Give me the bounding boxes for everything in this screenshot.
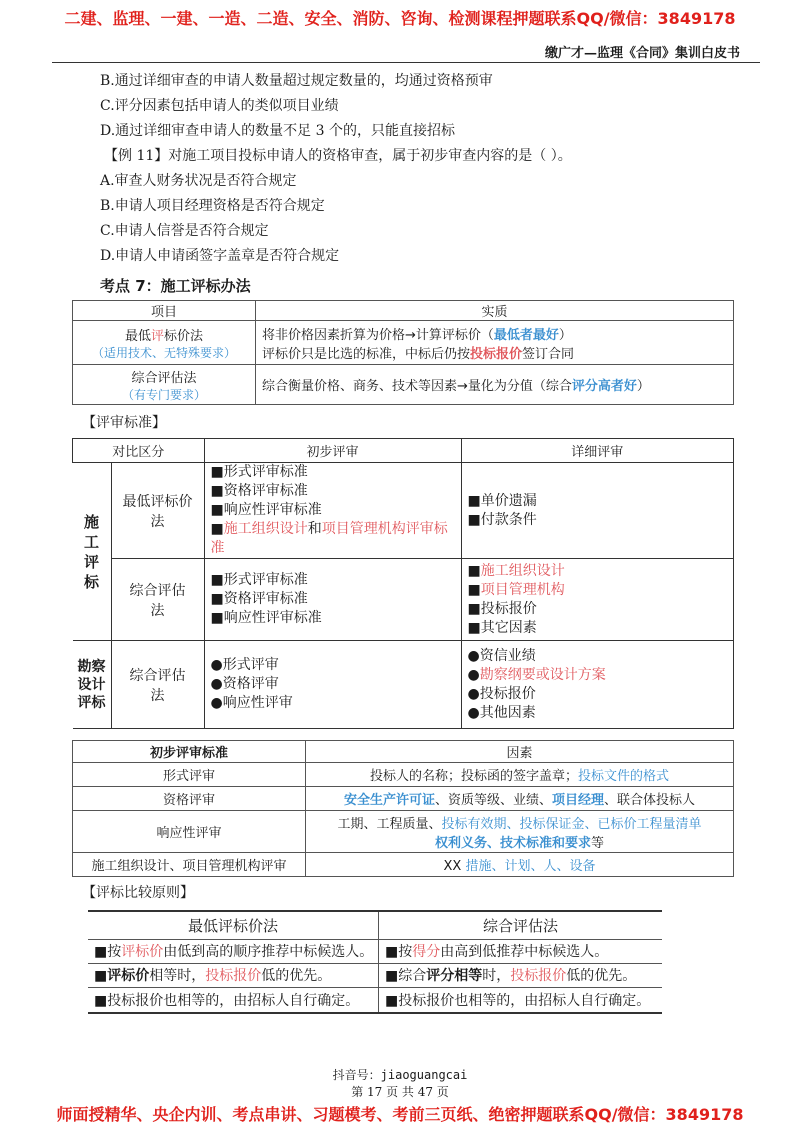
compare-prelim-1: ■形式评审标准 ■资格评审标准 ■响应性评审标准 ■施工组织设计和项目管理机构评审标准	[204, 463, 461, 559]
prelim1-item4mid: 和	[307, 521, 322, 537]
lowest-desc-1a: 将非价格因素折算为价格→计算评标价（	[262, 327, 494, 343]
compare-prelim-2: ■形式评审标准 ■资格评审标准 ■响应性评审标准	[204, 559, 461, 641]
compare-table	[72, 438, 734, 729]
prelim-row-org: 施工组织设计、项目管理机构评审	[73, 853, 306, 877]
top-banner: 二建、监理、一建、一造、二造、安全、消防、咨询、检测课程押题联系QQ/微信：3849178	[64, 9, 736, 28]
prelim-row-form: 形式评审	[73, 763, 306, 787]
prelim1-item1: 形式评审标准	[223, 464, 308, 480]
lowest-desc-2b: 签订合同	[522, 346, 575, 362]
section-title: 考点 7：施工评标办法	[100, 277, 251, 295]
bottom-banner: 师面授精华、央企内训、考点串讲、习题模考、考前三页纸、绝密押题联系QQ/微信：3849178	[56, 1105, 744, 1124]
prelim-row-org-factors	[306, 853, 734, 877]
detail3-item2: 勘察纲要或设计方案	[479, 666, 606, 683]
qual-hl2: 项目经理	[552, 793, 605, 808]
method-name-a: 最低	[124, 328, 151, 344]
review-standard-title: 【评审标准】	[82, 415, 166, 431]
method-header-essence: 实质	[256, 301, 734, 321]
method-lowest-scope: （适用技术、无特殊要求）	[91, 345, 236, 360]
lowest-desc-1hl: 最低者最好	[493, 327, 559, 343]
prelim1-item2: 资格评审标准	[223, 483, 308, 499]
prelim-row-qual: 资格评审	[73, 787, 306, 811]
detail3-item3: 投标报价	[479, 685, 536, 702]
prelim-table	[72, 740, 734, 877]
example-question: 【例 11】对施工项目投标申请人的资格审查，属于初步审查内容的是（ ）。	[104, 148, 572, 164]
compare-detail-1: ■单价遗漏 ■付款条件	[461, 463, 734, 559]
org-hl: 措施、计划、人、设备	[465, 859, 596, 874]
example-option-c: C.申请人信誉是否符合规定	[100, 223, 269, 239]
principle-left-3: ■投标报价也相等的，由招标人自行确定。	[88, 987, 379, 1013]
compare-header-a: 对比区分	[73, 439, 205, 463]
compare-header-detail: 详细评审	[461, 439, 734, 463]
detail3-item1: 资信业绩	[479, 647, 536, 664]
resp-1a: 工期、工程质量、	[337, 816, 442, 832]
prelim2-item2: 资格评审标准	[223, 591, 308, 607]
qual-b: 、联合体投标人	[604, 793, 696, 808]
principle-right-3: ■投标报价也相等的，由招标人自行确定。	[379, 987, 663, 1013]
method-row-comprehensive	[73, 365, 256, 405]
prelim-row-resp: 响应性评审	[73, 811, 306, 853]
principle-title: 【评标比较原则】	[82, 885, 194, 901]
method-name-b: 标价法	[164, 328, 204, 344]
compare-method-3: 综合评估法	[111, 641, 204, 729]
prelim3-item2: 资格评审	[222, 676, 279, 692]
resp-1hl: 投标有效期、投标保证金、已标价工程量清单	[441, 816, 702, 832]
prelim3-item3: 响应性评审	[222, 695, 293, 711]
resp-2b: 等	[591, 835, 605, 851]
method-table	[72, 300, 734, 405]
prelim2-item3: 响应性评审标准	[223, 610, 322, 626]
example-option-a: A.审查人财务状况是否符合规定	[100, 173, 297, 189]
detail1-item2: 付款条件	[480, 511, 537, 528]
comp-desc-b: ）	[636, 379, 650, 394]
prelim1-item3: 响应性评审标准	[223, 502, 322, 518]
method-comprehensive-scope: （有专门要求）	[121, 387, 206, 402]
prelim-row-form-factors	[306, 763, 734, 787]
lowest-desc-1b: ）	[558, 327, 572, 343]
prelim-header-standard: 初步评审标准	[73, 741, 306, 763]
detail2-item3: 投标报价	[480, 600, 537, 617]
detail3-item4: 其他因素	[479, 704, 536, 721]
compare-method-1: 最低评标价法	[111, 463, 204, 559]
method-comprehensive-desc	[256, 365, 734, 405]
example-option-b: B.申请人项目经理资格是否符合规定	[100, 198, 325, 214]
method-row-lowest	[73, 321, 256, 365]
compare-header-prelim: 初步评审	[204, 439, 461, 463]
option-d-prev: D.通过详细审查申请人的数量不足 3 个的，只能直接招标	[100, 123, 455, 139]
resp-2hl: 权利义务、技术标准和要求	[434, 835, 591, 851]
method-name-red: 评	[150, 328, 164, 344]
detail2-item2: 项目管理机构	[480, 581, 565, 598]
prelim1-item4b: 项目管理机构评审标准	[210, 521, 448, 556]
header-title: 缴广才—监理《合同》集训白皮书	[544, 46, 740, 61]
option-b-prev: B.通过详细审查的申请人数量超过规定数量的，均通过资格预审	[100, 73, 493, 89]
compare-method-2: 综合评估法	[111, 559, 204, 641]
example-option-d: D.申请人申请函签字盖章是否符合规定	[100, 248, 340, 264]
principle-header-comprehensive: 综合评估法	[379, 911, 663, 939]
principle-right-2: ■综合评分相等时，投标报价低的优先。	[379, 963, 663, 987]
header-divider	[52, 62, 760, 63]
principle-header-lowest: 最低评标价法	[88, 911, 379, 939]
footer-page-number: 第 17 页 共 47 页	[351, 1085, 449, 1099]
prelim3-item1: 形式评审	[222, 657, 279, 673]
qual-a: 、资质等级、业绩、	[434, 793, 552, 808]
option-c-prev: C.评分因素包括申请人的类似项目业绩	[100, 98, 339, 114]
org-a: XX	[443, 859, 466, 874]
compare-detail-3: ●资信业绩 ●勘察纲要或设计方案 ●投标报价 ●其他因素	[461, 641, 734, 729]
footer-douyin: 抖音号：jiaoguangcai	[332, 1068, 468, 1082]
form-hl: 投标文件的格式	[578, 769, 670, 784]
prelim2-item1: 形式评审标准	[223, 572, 308, 588]
compare-prelim-3: ●形式评审 ●资格评审 ●响应性评审	[204, 641, 461, 729]
group-construction: 施工评标	[73, 463, 112, 641]
prelim-header-factors: 因素	[306, 741, 734, 763]
method-comprehensive-name: 综合评估法	[131, 370, 197, 386]
prelim-row-qual-factors	[306, 787, 734, 811]
detail2-item4: 其它因素	[480, 619, 537, 636]
lowest-desc-2a: 评标价只是比选的标准，中标后仍按	[262, 346, 471, 362]
detail1-item1: 单价遗漏	[480, 492, 537, 509]
principle-left-2: ■评标价相等时，投标报价低的优先。	[88, 963, 379, 987]
comp-desc-a: 综合衡量价格、商务、技术等因素→量化为分值（综合	[262, 379, 572, 394]
method-lowest-desc	[256, 321, 734, 365]
qual-hl1: 安全生产许可证	[343, 793, 435, 808]
group-survey-design: 勘察设计评标	[73, 641, 112, 729]
comp-desc-hl: 评分高者好	[571, 379, 637, 394]
prelim1-item4a: 施工组织设计	[223, 521, 308, 537]
principle-table	[88, 910, 662, 1014]
prelim-row-resp-factors	[306, 811, 734, 853]
method-header-item: 项目	[73, 301, 256, 321]
principle-right-1: ■按得分由高到低推荐中标候选人。	[379, 939, 663, 963]
principle-left-1: ■按评标价由低到高的顺序推荐中标候选人。	[88, 939, 379, 963]
compare-detail-2: ■施工组织设计 ■项目管理机构 ■投标报价 ■其它因素	[461, 559, 734, 641]
detail2-item1: 施工组织设计	[480, 562, 565, 579]
lowest-desc-2hl: 投标报价	[470, 346, 523, 362]
form-a: 投标人的名称；投标函的签字盖章；	[369, 769, 578, 784]
